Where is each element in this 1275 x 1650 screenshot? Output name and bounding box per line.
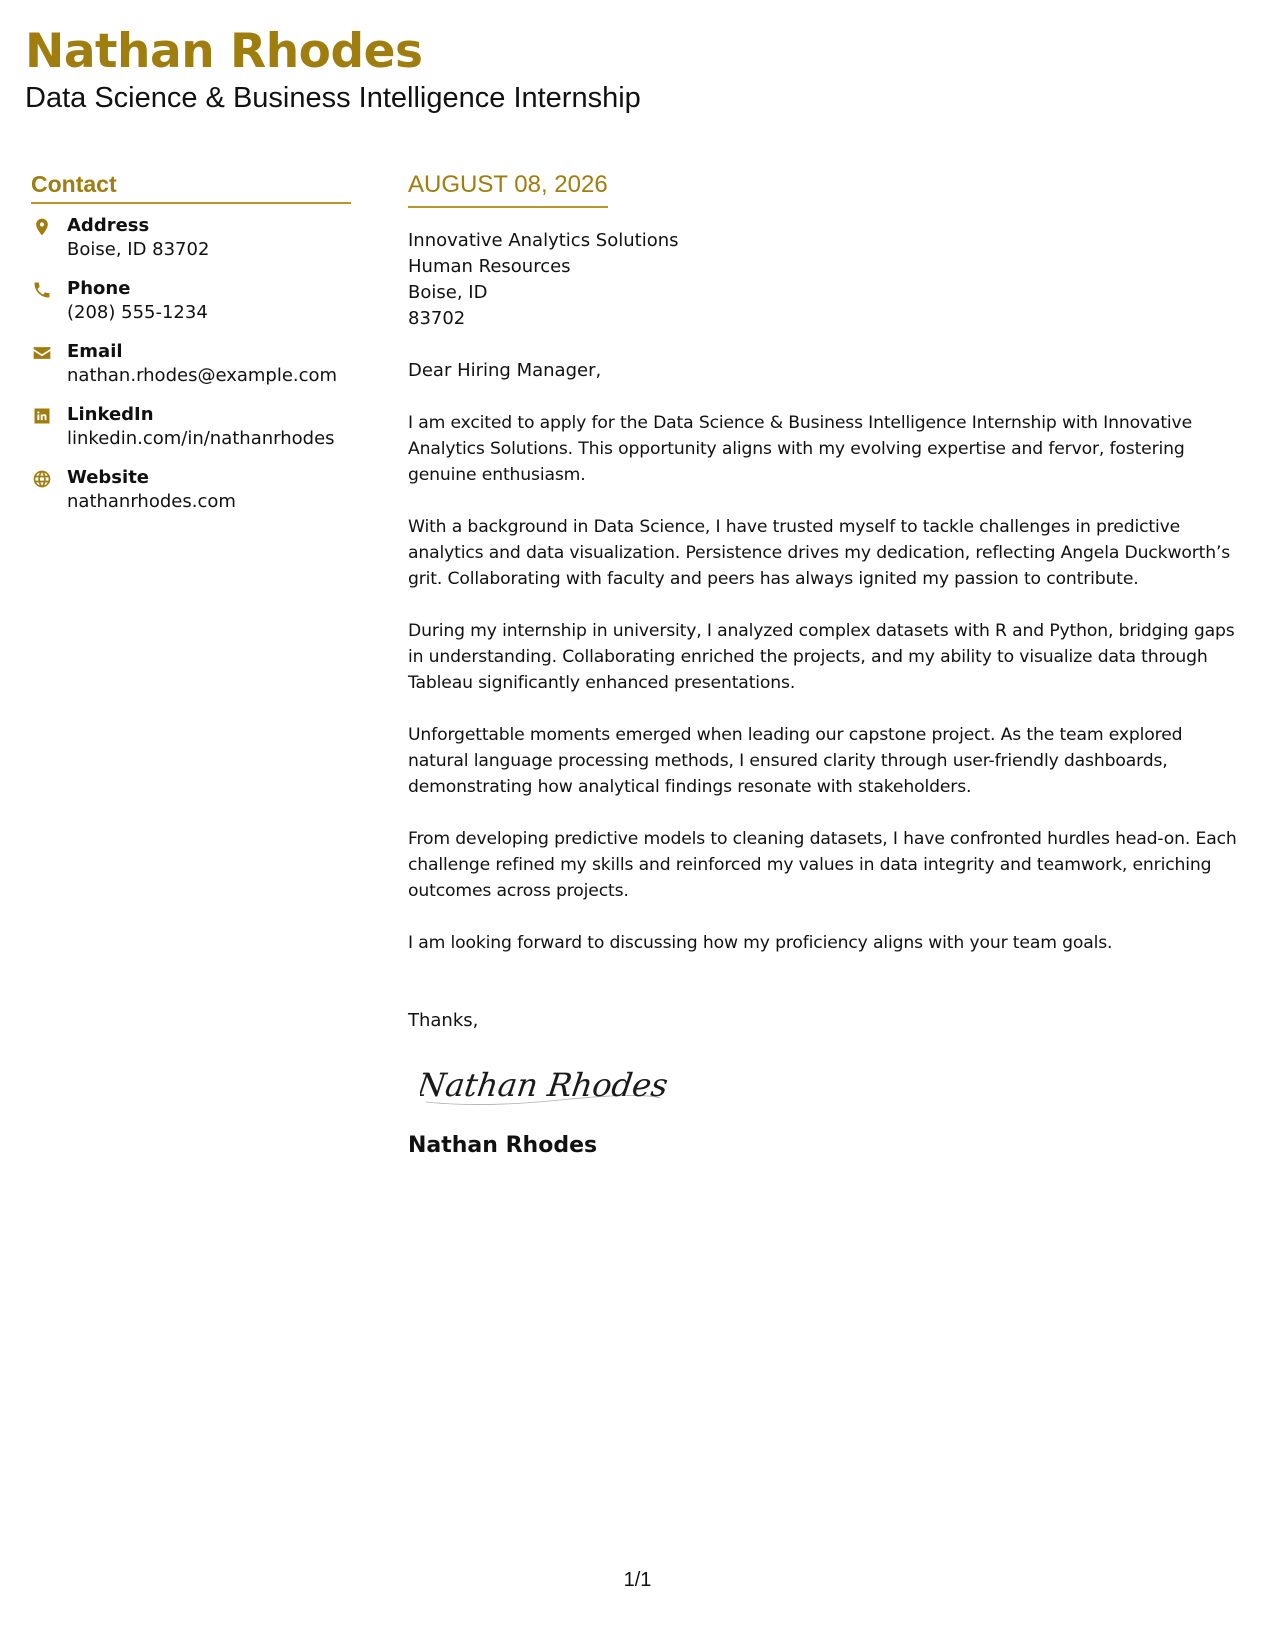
recipient-block <box>408 228 1243 332</box>
recipient-department: Human Resources <box>408 256 571 277</box>
contact-label: Email <box>67 341 123 362</box>
paragraph-closing: I am looking forward to discussing how my proficiency aligns with your team goals. <box>408 933 1113 953</box>
recipient-zip: 83702 <box>408 308 466 329</box>
contact-label: Address <box>67 215 150 236</box>
recipient-city: Boise, ID <box>408 282 488 303</box>
letter-date: AUGUST 08, 2026 <box>408 170 608 208</box>
location-pin-icon <box>31 216 53 238</box>
contact-item-address <box>31 214 351 277</box>
contact-label: Website <box>67 467 150 488</box>
contact-item-website <box>31 466 351 529</box>
handwritten-signature <box>420 1054 680 1114</box>
contact-item-email <box>31 340 351 403</box>
recipient-company: Innovative Analytics Solutions <box>408 230 679 251</box>
signer-name: Nathan Rhodes <box>408 1133 598 1158</box>
closing-line: Thanks, <box>408 1010 479 1031</box>
phone-icon <box>31 279 53 301</box>
salutation: Dear Hiring Manager, <box>408 360 602 381</box>
contact-item-phone <box>31 277 351 340</box>
email-value[interactable]: nathan.rhodes@example.com <box>67 365 338 386</box>
paragraph-capstone: Unforgettable moments emerged when leading our capstone project. As the team explored natural language processing methods, I ensured clarity through user-friendly dashboards, demonstrating how analytical findings resonate with stakeholders. <box>408 725 1183 797</box>
paragraph-challenges: From developing predictive models to cleaning datasets, I have confronted hurdles head-on. Each challenge refined my skills and reinforced my values in data integrity and teamwork, enriching outcomes across projects. <box>408 829 1237 901</box>
globe-icon <box>31 468 53 490</box>
phone-value: (208) 555-1234 <box>67 302 208 323</box>
page-number: 1/1 <box>623 1569 652 1591</box>
envelope-icon <box>31 342 53 364</box>
paragraph-intro: I am excited to apply for the Data Science & Business Intelligence Internship with Innovative Analytics Solutions. This opportunity aligns with my evolving expertise and fervor, fostering genuine enthusiasm. <box>408 413 1192 485</box>
paragraph-background: With a background in Data Science, I have trusted myself to tackle challenges in predictive analytics and data visualization. Persistence drives my dedication, reflecting Angela Duckworth’s grit. Collaborating with faculty and peers has always ignited my passion to contribute. <box>408 517 1231 589</box>
website-value[interactable]: nathanrhodes.com <box>67 491 236 512</box>
letter-body <box>408 170 1243 1160</box>
contact-sidebar <box>31 170 351 529</box>
applicant-name: Nathan Rhodes <box>25 24 423 79</box>
position-title: Data Science & Business Intelligence Internship <box>25 82 641 114</box>
linkedin-value[interactable]: linkedin.com/in/nathanrhodes <box>67 428 335 449</box>
paragraph-internship: During my internship in university, I analyzed complex datasets with R and Python, bridging gaps in understanding. Collaborating enriched the projects, and my ability to visualize data through Tableau significantly enhanced presentations. <box>408 621 1235 693</box>
contact-item-linkedin <box>31 403 351 466</box>
contact-label: LinkedIn <box>67 404 154 425</box>
address-value: Boise, ID 83702 <box>67 239 210 260</box>
linkedin-icon <box>31 405 53 427</box>
contact-heading: Contact <box>31 170 351 204</box>
contact-label: Phone <box>67 278 131 299</box>
signature-text: Nathan Rhodes <box>420 1066 671 1104</box>
